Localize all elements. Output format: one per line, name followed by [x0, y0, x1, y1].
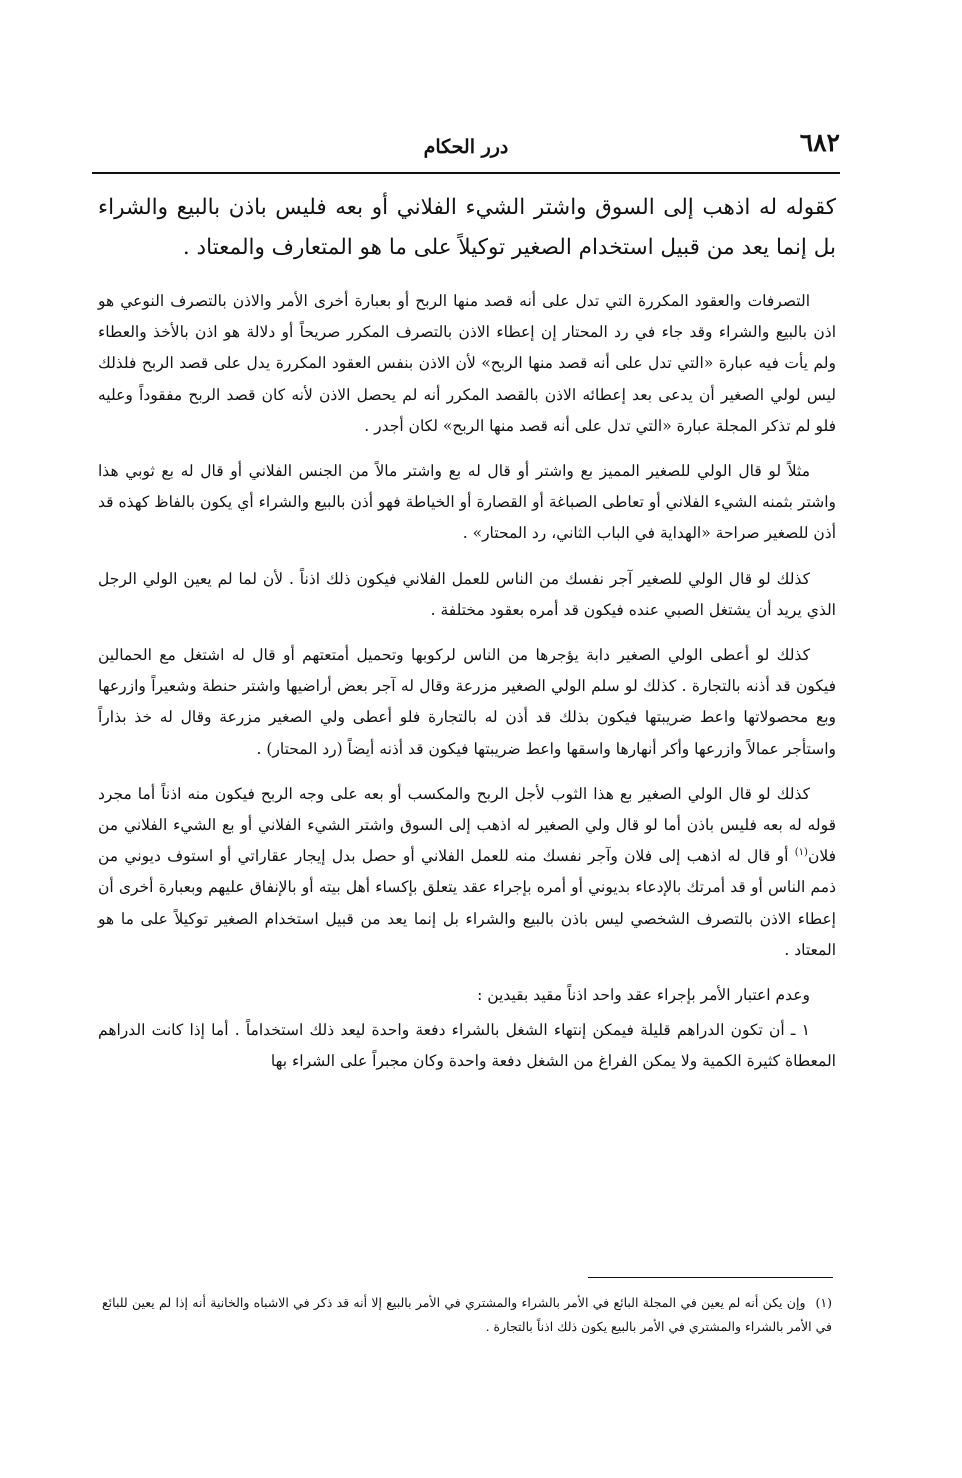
running-title: درر الحكام [423, 136, 509, 158]
footnote-marker: (١) [815, 1295, 832, 1310]
paragraph-2: مثلاً لو قال الولي للصغير المميز بع واشتر أو قال له بع واشتر مالاً من الجنس الفلاني أو قال له بع ثوبي هذا واشتر بثمنه الشيء الفلاني أو تعاطى الصباغة أو القصارة أو الخياطة فهو أذن بالبيع والشراء أي يكون بالفاظ كهذه قد أذن للصغير صراحة «الهداية في الباب الثاني، رد المحتار» . [98, 462, 836, 543]
main-text [98, 188, 836, 1092]
paragraph-1: التصرفات والعقود المكررة التي تدل على أنه قصد منها الربح أو بعبارة أخرى الأمر والاذن بالتصرف النوعي هو اذن بالبيع والشراء وقد جاء في رد المحتار إن إعطاء الاذن بالتصرف المكرر صريحاً أو دلالة هو اذن بالأخذ والعطاء ولم يأت فيه عبارة «التي تدل على أنه قصد منها الربح» لأن الاذن بنفس العقود المكررة يدل على قصد الربح فلذلك ليس لولي الصغير أن يدعى بعد إعطائه الاذن بالقصد المكرر أنه لم يحصل الاذن لأنه كان قصد الربح مفقوداً وعليه فلو لم تذكر المجلة عبارة «التي تدل على أنه قصد منها الربح» لكان أجدر . [98, 292, 836, 435]
lead-paragraph: كقوله له اذهب إلى السوق واشتر الشيء الفلاني أو بعه فليس باذن بالبيع والشراء بل إنما يعد من قبيل استخدام الصغير توكيلاً على ما هو المتعارف والمعتاد . [98, 195, 836, 260]
paragraph-5-text-b: أو قال له اذهب إلى فلان وآجر نفسك منه للعمل الفلاني أو حصل بدل إيجار عقاراتي أو استوف ديوني من ذمم الناس أو قد أمرتك بالإدعاء بديوني أو أمره بإجراء عقد يتعلق بإكساء أهل بيته أو بالإنفاق عليهم وبعبارة أخرى أن إعطاء الاذن بالتصرف الشخصي ليس باذن بالبيع والشراء بل إنما يعد من قبيل استخدام الصغير توكيلاً على ما هو المعتاد . [98, 847, 836, 959]
footnote-reference[interactable]: (١) [794, 847, 808, 859]
page-header [92, 128, 840, 168]
footnote-text: وإن يكن أنه لم يعين في المجلة البائع في الأمر بالشراء والمشتري في الأمر بالبيع إلا أنه قد ذكر في الاشباه والخانية أنه إذا لم يعين للبائع في الأمر بالشراء والمشتري في الأمر بالبيع يكون ذلك اذناً بالتجارة . [102, 1295, 832, 1334]
paragraph-3: كذلك لو قال الولي للصغير آجر نفسك من الناس للعمل الفلاني فيكون ذلك اذناً . لأن لما لم يعين الولي الرجل الذي يريد أن يشتغل الصبي عنده فيكون قد أمره بعقود مختلفة . [98, 569, 836, 619]
paragraph-6: وعدم اعتبار الأمر بإجراء عقد واحد اذناً مقيد بقيدين : [477, 986, 810, 1005]
header-rule [92, 172, 840, 174]
paragraph-7: ١ ـ أن تكون الدراهم قليلة فيمكن إنتهاء الشغل بالشراء دفعة واحدة ليعد ذلك استخداماً . أما إذا كانت الدراهم المعطاة كثيرة الكمية ولا يمكن الفراغ من الشغل دفعة واحدة وكان مجبراً على الشراء بها [98, 1021, 836, 1071]
paragraph-5 [98, 779, 836, 966]
paragraph-5-text-a: كذلك لو قال الولي الصغير بع هذا الثوب لأجل الربح والمكسب أو بعه على وجه الربح فيكون منه اذناً أما مجرد قوله له بعه فليس باذن أما لو قال ولي الصغير له اذهب إلى السوق واشتر الشيء الفلاني أو بع الشيء الفلاني من فلان [98, 784, 836, 866]
footnote [102, 1291, 832, 1339]
footnote-rule [588, 1277, 833, 1278]
page-number: ٦٨٢ [799, 128, 840, 157]
paragraph-4: كذلك لو أعطى الولي الصغير دابة يؤجرها من الناس لركوبها وتحميل أمتعتهم أو قال له اشتغل مع الحمالين فيكون قد أذنه بالتجارة . كذلك لو سلم الولي الصغير مزرعة وقال له آجر بعض أراضيها واشتر حنطة وشعيراً وازرعها وبع محصولاتها واعط ضريبتها فيكون بذلك قد أذن له بالتجارة فلو أعطى ولي الصغير مزرعة وقال له خذ بذاراً واستأجر عمالاً وازرعها وأكر أنهارها واسقها واعط ضريبتها فيكون قد أذنه أيضاً (رد المحتار) . [98, 646, 836, 758]
footnotes [102, 1291, 832, 1339]
